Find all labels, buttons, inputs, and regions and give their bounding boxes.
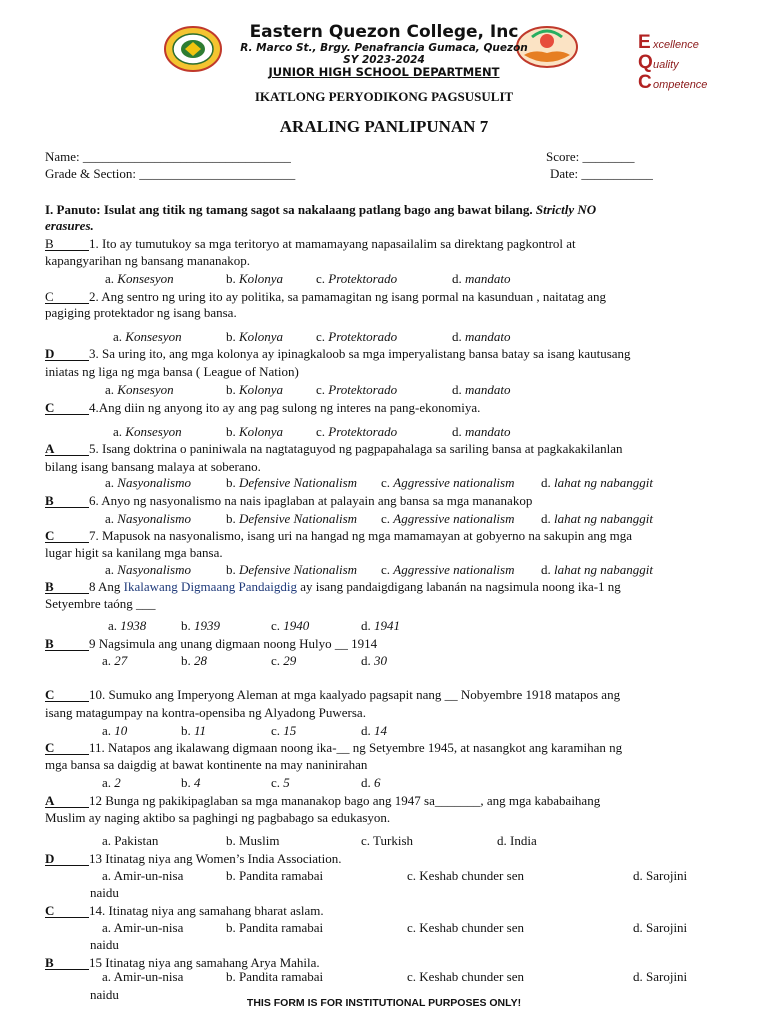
choice-d (452, 271, 511, 287)
answer-blank[interactable]: B (45, 637, 89, 651)
choice-letter: a. (105, 271, 115, 286)
choice-d (541, 511, 653, 527)
choice-letter: a. (102, 723, 112, 738)
question-3 (45, 346, 631, 362)
choice-text: Pandita ramabai (239, 969, 324, 984)
choice-a (102, 653, 127, 669)
choice-text: Kolonya (239, 329, 284, 344)
question-text: 5. Isang doktrina o paniniwala na nagtataguyod ng pagpapahalaga sa sariling bansa at pagkakakilanlan (89, 441, 623, 456)
choice-letter: b. (226, 562, 236, 577)
question-9 (45, 636, 377, 652)
choice-text: Keshab chunder sen (419, 920, 524, 935)
choice-letter: a. (105, 511, 115, 526)
choice-letter: b. (226, 475, 236, 490)
choice-text: Amir-un-nisa (113, 868, 184, 883)
choice-letter: a. (108, 618, 118, 633)
choice-text: Defensive Nationalism (239, 511, 358, 526)
question-text: 8 Ang (89, 579, 124, 594)
question-8 (45, 579, 621, 595)
choice-b (226, 562, 357, 578)
choice-c (316, 382, 397, 398)
choice-text: Aggressive nationalism (393, 475, 515, 490)
choice-letter: a. (102, 920, 112, 935)
answer-blank[interactable]: B (45, 494, 89, 508)
choice-text: Protektorado (328, 329, 398, 344)
question-5 (45, 441, 623, 457)
school-name: Eastern Quezon College, Inc (249, 22, 519, 42)
question-11 (45, 740, 622, 756)
choice-d (361, 775, 381, 791)
question-text-cont: iniatas ng liga ng mga bansa ( League of Nation) (45, 364, 299, 379)
choice-c (316, 424, 397, 440)
choice-b (226, 382, 283, 398)
question-text: 2. Ang sentro ng uring ito ay politika, sa pamamagitan ng isang pormal na kasunduan , naitatag ang (89, 289, 606, 304)
choice-letter: d. (633, 868, 643, 883)
question-text: 12 Bunga ng pakikipaglaban sa mga mananakop bago ang 1947 sa_______, ang mga kababaihang (89, 793, 601, 808)
choice-text: 1941 (374, 618, 400, 633)
choice-letter: d. (452, 424, 462, 439)
choice-d (361, 618, 400, 634)
choice-text-cont: naidu (90, 885, 119, 900)
choice-a (105, 562, 191, 578)
choice-a (108, 618, 146, 634)
choice-letter: d. (541, 562, 551, 577)
choice-text: Muslim (239, 833, 280, 848)
question-text: 13 Itinatag niya ang Women’s India Association. (89, 851, 342, 866)
choice-text: 1940 (283, 618, 310, 633)
question-text-cont: mga bansa sa daigdig at bawat kontinente na may naninirahan (45, 757, 368, 772)
choice-text: Protektorado (328, 271, 398, 286)
choice-d (633, 868, 687, 884)
choice-text: 30 (374, 653, 387, 668)
choice-text: 1939 (194, 618, 220, 633)
choice-letter: c. (381, 475, 391, 490)
motto-word: uality (653, 59, 679, 71)
date-field[interactable]: Date: ___________ (550, 166, 653, 181)
choice-b (181, 775, 201, 791)
choice-a (113, 329, 182, 345)
question-text: 3. Sa uring ito, ang mga kolonya ay ipinagkaloob sa mga imperyalistang bansa batay sa isang kautusang (89, 346, 631, 361)
choice-text-cont: naidu (90, 937, 119, 952)
choice-b (226, 969, 323, 985)
question-text-cont: kapangyarihan ng bansang mananakop. (45, 253, 251, 268)
choice-text: Sarojini (646, 868, 688, 883)
choice-letter: c. (316, 329, 326, 344)
choice-a (105, 475, 191, 491)
answer-blank[interactable]: A (45, 794, 89, 808)
question-7 (45, 528, 632, 544)
choice-text: Defensive Nationalism (239, 475, 358, 490)
choice-text: Konsesyon (117, 382, 174, 397)
choice-b (226, 424, 283, 440)
choice-text: Kolonya (239, 424, 284, 439)
choice-text: 14 (374, 723, 387, 738)
choice-text: Aggressive nationalism (393, 511, 515, 526)
choice-c (316, 329, 397, 345)
choice-text: Amir-un-nisa (113, 920, 184, 935)
answer-blank[interactable]: C (45, 529, 89, 543)
choice-text: mandato (465, 329, 511, 344)
choice-d (497, 833, 537, 849)
choice-a (105, 271, 174, 287)
choice-a (102, 775, 121, 791)
choice-d (633, 969, 687, 985)
answer-blank[interactable]: C (45, 904, 89, 918)
choice-text-cont: naidu (90, 987, 119, 1002)
choice-text: Pandita ramabai (239, 920, 324, 935)
answer-blank[interactable]: B (45, 237, 89, 251)
instructions-text: I. Panuto: Isulat ang titik ng tamang sagot sa nakalaang patlang bago ang bawat bilang. (45, 202, 533, 217)
choice-letter: d. (361, 653, 371, 668)
question-6 (45, 493, 532, 509)
choice-b (226, 920, 323, 936)
choice-d (541, 475, 653, 491)
choice-letter: b. (181, 653, 191, 668)
choice-c (271, 653, 296, 669)
question-text: Ikalawang Digmaang Pandaigdig (123, 579, 297, 594)
choice-letter: d. (633, 969, 643, 984)
answer-blank[interactable]: D (45, 852, 89, 866)
choice-letter: a. (105, 382, 115, 397)
choice-letter: c. (407, 969, 417, 984)
choice-text: Nasyonalismo (117, 562, 191, 577)
choice-c (407, 969, 524, 985)
choice-b (181, 618, 220, 634)
question-1 (45, 236, 576, 252)
choice-letter: c. (407, 920, 417, 935)
choice-letter: d. (452, 271, 462, 286)
choice-letter: b. (181, 775, 191, 790)
answer-blank[interactable]: D (45, 347, 89, 361)
choice-letter: a. (102, 969, 112, 984)
question-14 (45, 903, 324, 919)
choice-letter: c. (361, 833, 371, 848)
choice-letter: b. (226, 382, 236, 397)
choice-letter: c. (316, 424, 326, 439)
choice-letter: d. (541, 511, 551, 526)
question-10 (45, 687, 620, 703)
choice-letter: c. (407, 868, 417, 883)
choice-letter: a. (102, 653, 112, 668)
choice-b (226, 868, 323, 884)
motto-letter: E (638, 32, 651, 53)
choice-c (407, 868, 524, 884)
choice-text: Konsesyon (117, 271, 174, 286)
choice-c (407, 920, 524, 936)
choice-text: Konsesyon (125, 329, 182, 344)
choice-b (226, 511, 357, 527)
choice-letter: d. (361, 618, 371, 633)
choice-letter: d. (361, 723, 371, 738)
motto-word: xcellence (653, 39, 699, 51)
choice-letter: a. (113, 329, 123, 344)
choice-c (271, 618, 309, 634)
choice-letter: a. (102, 833, 112, 848)
choice-letter: a. (105, 475, 115, 490)
choice-a (102, 723, 127, 739)
choice-text: lahat ng nabanggit (554, 562, 653, 577)
footer-note: THIS FORM IS FOR INSTITUTIONAL PURPOSES ONLY! (246, 997, 522, 1009)
choice-c (361, 833, 413, 849)
choice-letter: d. (541, 475, 551, 490)
choice-text: 1938 (120, 618, 147, 633)
question-text-cont: Setyembre taóng ___ (45, 596, 156, 611)
answer-blank[interactable]: C (45, 401, 89, 415)
choice-letter: c. (316, 271, 326, 286)
question-13 (45, 851, 342, 867)
question-text: 15 Itinatag niya ang samahang Arya Mahila. (89, 955, 320, 970)
choice-a (102, 920, 183, 936)
department-name: JUNIOR HIGH SCHOOL DEPARTMENT (268, 65, 500, 79)
choice-text: Defensive Nationalism (239, 562, 358, 577)
choice-text: Aggressive nationalism (393, 562, 515, 577)
exam-title: IKATLONG PERYODIKONG PAGSUSULIT (254, 89, 514, 104)
choice-text: 29 (283, 653, 297, 668)
choice-letter: d. (633, 920, 643, 935)
question-12 (45, 793, 600, 809)
choice-c (381, 562, 514, 578)
school-year: SY 2023-2024 (343, 54, 425, 66)
choice-letter: b. (226, 868, 236, 883)
choice-text: Turkish (373, 833, 414, 848)
choice-b (181, 723, 206, 739)
choice-b (181, 653, 207, 669)
choice-text: 5 (283, 775, 290, 790)
choice-b (226, 475, 357, 491)
choice-c (271, 723, 296, 739)
choice-text: Protektorado (328, 424, 398, 439)
choice-c (271, 775, 290, 791)
choice-letter: c. (381, 511, 391, 526)
choice-text: mandato (465, 382, 511, 397)
question-4 (45, 400, 480, 416)
choice-a (102, 833, 158, 849)
motto-letter: C (638, 72, 652, 93)
answer-blank[interactable]: C (45, 688, 89, 702)
school-address: R. Marco St., Brgy. Penafrancia Gumaca, Quezon (240, 42, 528, 54)
choice-c (381, 475, 514, 491)
choice-letter: b. (181, 618, 191, 633)
choice-letter: a. (102, 868, 112, 883)
choice-letter: d. (361, 775, 371, 790)
choice-letter: c. (271, 618, 281, 633)
choice-text: mandato (465, 271, 511, 286)
choice-b (226, 833, 279, 849)
choice-letter: a. (113, 424, 123, 439)
question-text: 1. Ito ay tumutukoy sa mga teritoryo at mamamayang napasailalim sa direktang pagkontrol at (89, 236, 576, 251)
grade-section-field[interactable]: Grade & Section: ________________________ (45, 166, 296, 181)
choice-text: 27 (114, 653, 128, 668)
question-text-cont: Muslim ay naging aktibo sa paghingi ng pagbabago sa edukasyon. (45, 810, 391, 825)
choice-text: Protektorado (328, 382, 398, 397)
choice-letter: c. (271, 723, 281, 738)
choice-letter: d. (497, 833, 507, 848)
choice-d (361, 653, 387, 669)
name-field[interactable]: Name: ________________________________ (45, 149, 291, 164)
choice-text: Konsesyon (125, 424, 182, 439)
question-text: 10. Sumuko ang Imperyong Aleman at mga kaalyado pagsapit nang __ Nobyembre 1918 matapos ang (89, 687, 621, 702)
answer-blank[interactable]: B (45, 956, 89, 970)
choice-letter: c. (271, 775, 281, 790)
choice-a (102, 969, 183, 985)
instructions-note-cont: erasures. (45, 218, 94, 233)
choice-text: 6 (374, 775, 381, 790)
choice-letter: b. (226, 511, 236, 526)
choice-text: 4 (194, 775, 201, 790)
question-text: 6. Anyo ng nasyonalismo na nais ipaglaban at palayain ang bansa sa mga mananakop (89, 493, 533, 508)
choice-d (452, 424, 511, 440)
answer-blank[interactable]: A (45, 442, 89, 456)
answer-blank[interactable]: C (45, 741, 89, 755)
choice-d (633, 920, 687, 936)
choice-letter: b. (226, 920, 236, 935)
question-text-cont: isang matagumpay na kontra-opensiba ng Alyadong Puwersa. (45, 705, 366, 720)
choice-text: Pandita ramabai (239, 868, 324, 883)
choice-d (452, 329, 511, 345)
question-2 (45, 289, 606, 305)
choice-d (361, 723, 387, 739)
choice-text: Amir-un-nisa (113, 969, 184, 984)
choice-b (226, 329, 283, 345)
choice-text: Sarojini (646, 920, 688, 935)
choice-text: mandato (465, 424, 511, 439)
choice-text: 15 (283, 723, 297, 738)
choice-text: Pakistan (114, 833, 159, 848)
choice-letter: a. (102, 775, 112, 790)
choice-a (105, 382, 174, 398)
answer-blank[interactable]: C (45, 290, 89, 304)
choice-text: Sarojini (646, 969, 688, 984)
choice-d (541, 562, 653, 578)
choice-text: Keshab chunder sen (419, 969, 524, 984)
choice-letter: c. (271, 653, 281, 668)
motto-letter: Q (638, 52, 653, 73)
choice-letter: b. (226, 969, 236, 984)
subject-title: ARALING PANLIPUNAN 7 (279, 117, 489, 136)
question-text: 14. Itinatag niya ang samahang bharat aslam. (89, 903, 324, 918)
answer-blank[interactable]: B (45, 580, 89, 594)
choice-text: India (510, 833, 537, 848)
choice-letter: c. (316, 382, 326, 397)
choice-letter: c. (381, 562, 391, 577)
choice-text: lahat ng nabanggit (554, 511, 653, 526)
choice-letter: b. (226, 833, 236, 848)
choice-text: Nasyonalismo (117, 511, 191, 526)
choice-c (316, 271, 397, 287)
choice-text: 11 (194, 723, 207, 738)
choice-text: Kolonya (239, 271, 284, 286)
choice-text: 28 (194, 653, 207, 668)
question-text-cont: pagiging protektador ng isang bansa. (45, 305, 237, 320)
choice-letter: a. (105, 562, 115, 577)
choice-c (381, 511, 514, 527)
question-text: 7. Mapusok na nasyonalismo, isang uri na hangad ng mga mamamayan at gobyerno na sakupin ang mga (89, 528, 632, 543)
choice-text: 2 (114, 775, 121, 790)
score-field[interactable]: Score: ________ (546, 149, 635, 164)
choice-letter: d. (452, 329, 462, 344)
question-text-cont: bilang isang bansang malaya at soberano. (45, 459, 261, 474)
choice-text: lahat ng nabanggit (554, 475, 653, 490)
choice-d (452, 382, 511, 398)
choice-letter: b. (226, 271, 236, 286)
choice-a (102, 868, 183, 884)
choice-letter: d. (452, 382, 462, 397)
choice-letter: b. (181, 723, 191, 738)
choice-a (113, 424, 182, 440)
choice-a (105, 511, 191, 527)
question-text: ay isang pandaigdigang labanán na nagsimula noong ika-1 ng (296, 579, 621, 594)
choice-text: Kolonya (239, 382, 284, 397)
choice-letter: b. (226, 329, 236, 344)
choice-b (226, 271, 283, 287)
choice-text: Keshab chunder sen (419, 868, 524, 883)
question-text: 9 Nagsimula ang unang digmaan noong Hulyo __ 1914 (89, 636, 378, 651)
instructions-note: Strictly NO (535, 202, 597, 217)
question-text: 11. Natapos ang ikalawang digmaan noong ika-__ ng Setyembre 1945, at nasangkot ang karamihan ng (89, 740, 623, 755)
question-text: 4.Ang diin ng anyong ito ay ang pag sulong ng interes na pang-ekonomiya. (89, 400, 481, 415)
question-text-cont: lugar higit sa kanilang mga bansa. (45, 545, 223, 560)
choice-letter: b. (226, 424, 236, 439)
choice-text: 10 (114, 723, 128, 738)
motto-word: ompetence (653, 79, 708, 91)
instructions (45, 202, 596, 218)
choice-text: Nasyonalismo (117, 475, 191, 490)
